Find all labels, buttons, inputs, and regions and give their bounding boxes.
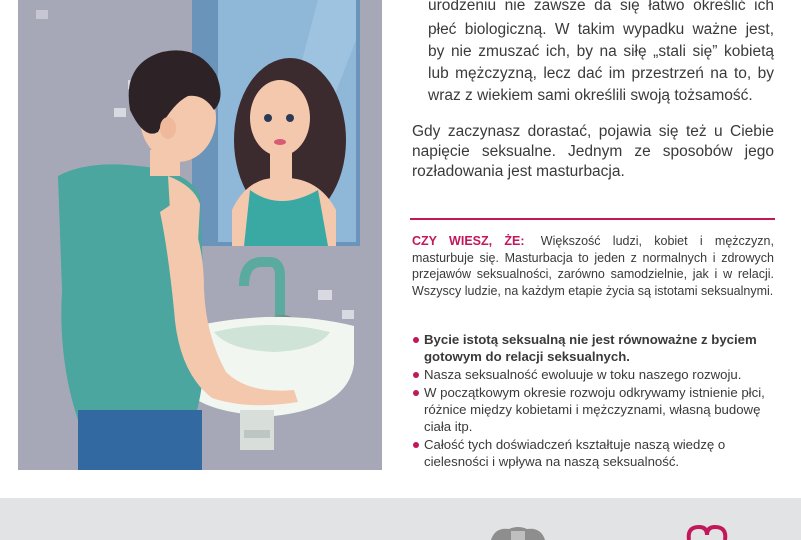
mirror-illustration — [18, 0, 382, 470]
did-you-know-heading: CZY WIESZ, ŻE: — [412, 234, 525, 248]
intro-line: urodzeniu nie zawsze da się łatwo określić ich — [428, 0, 774, 14]
footer-bar — [0, 498, 801, 540]
heart-icon — [685, 525, 729, 540]
boy-mirror-illustration — [18, 0, 382, 470]
emblem-icon — [487, 525, 549, 540]
intro-line: wraz z wiekiem sami określili swoją tożsamość. — [428, 87, 753, 104]
did-you-know-box — [412, 233, 774, 299]
intro-line: płeć biologiczną. W takim wypadku ważne jest, — [428, 21, 774, 38]
intro-line: by nie zmuszać ich, by na siłę „stali się” kobietą — [428, 43, 774, 60]
list-item: Bycie istotą seksualną nie jest równoważne z byciem gotowym do relacji seksualnych. — [412, 331, 772, 365]
facts-list — [412, 331, 772, 471]
did-you-know-text: Większość ludzi, kobiet i mężczyzn, masturbuje się. Masturbacja to jeden z normalnych i zdrowych przejawów seksualności, zarówno samodzielnie, jak i w relacji. Wszyscy ludzie, na każdym etapie życia są istotami seksualnymi. — [412, 234, 774, 298]
list-item: Całość tych doświadczeń kształtuje naszą wiedzę o cielesności i wpływa na naszą seksualność. — [412, 436, 772, 470]
paragraph-text: Gdy zaczynasz dorastać, pojawia się też u Ciebie napięcie seksualne. Jednym ze sposobów jego rozładowania jest masturbacja. — [412, 123, 774, 180]
list-item: Nasza seksualność ewoluuje w toku naszego rozwoju. — [412, 366, 772, 383]
body-paragraph — [412, 122, 774, 182]
section-divider — [410, 218, 775, 220]
list-item: W początkowym okresie rozwoju odkrywamy istnienie płci, różnice między kobietami i mężczyznami, własną budowę ciała itp. — [412, 384, 772, 435]
intro-line: lub mężczyzną, lecz dać im przestrzeń na to, by — [428, 65, 774, 82]
